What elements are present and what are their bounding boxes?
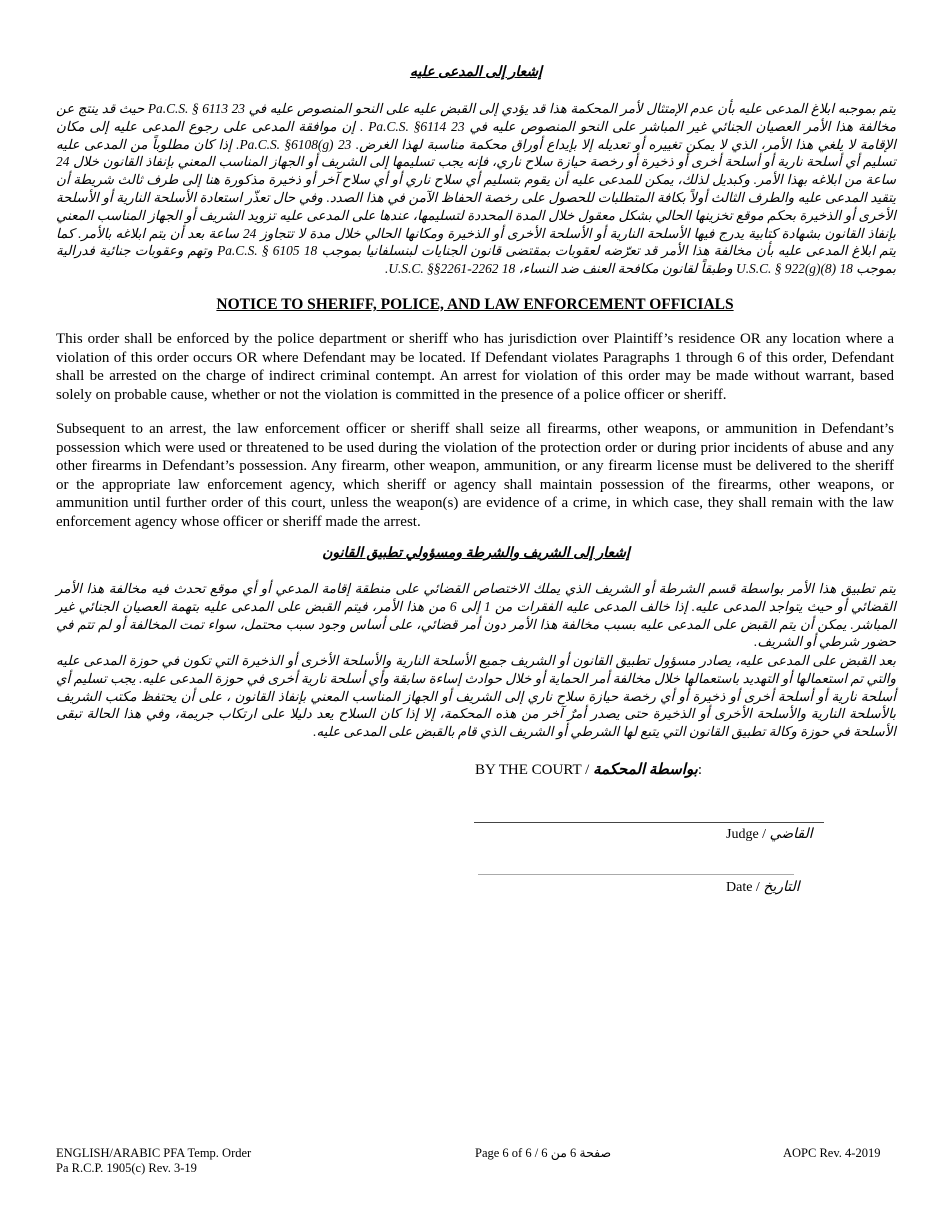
date-signature-line[interactable] (478, 874, 794, 875)
english-notice-paragraph-1: This order shall be enforced by the police department or sheriff who has jurisdiction over Plaintiff’s residence OR any location where a violation of this order occurs OR where Defendant may be located. If Defendant violates Paragraphs 1 through 6 of this order, Defendant shall be arrested on the charge of indirect criminal contempt. An arrest for violation of this order may be made without warrant, based solely on probable cause, whether or not the violation is committed in the presence of a police officer or sheriff. (56, 331, 894, 403)
judge-label-en: Judge / (726, 827, 767, 842)
arabic-defendant-notice-heading: إشعار إلى المدعى عليه (409, 65, 543, 80)
english-notice-heading: NOTICE TO SHERIFF, POLICE, AND LAW ENFORCEMENT OFFICIALS (216, 296, 734, 313)
by-the-court-en: BY THE COURT / (475, 762, 590, 778)
arabic-officials-notice-heading: إشعار إلى الشريف والشرطة ومسؤولي تطبيق القانون (322, 546, 630, 561)
english-notice-paragraph-2: Subsequent to an arrest, the law enforcement officer or sheriff shall seize all firearms, other weapons, or ammunition in Defendant’s possession which were used or threatened to be used during the violation of the protection order or during prior incidents of abuse and any other firearms in Defendant’s possession. Any firearm, other weapon, ammunition, or any firearm license must be delivered to the sheriff or the appropriate law enforcement agency, which sheriff or agency shall maintain possession of the firearms, other weapons, or ammunition until further order of this court, unless the weapon(s) are evidence of a crime, in which case, they shall remain with the law enforcement agency whose officer or sheriff made the arrest. (56, 421, 894, 530)
date-label (726, 879, 800, 896)
footer-revision: AOPC Rev. 4-2019 (783, 1146, 881, 1160)
arabic-officials-notice-paragraph-1: يتم تطبيق هذا الأمر بواسطة قسم الشرطة أو الشريف الذي يملك الاختصاص القضائي على منطقة إقامة المدعي أو أي موقع تحدث فيه مخالفة هذا الأمر القضائي أو حيث يتواجد المدعى عليه. إذا خالف المدعى عليه الفقرات من 1 إلى 6 من هذا الأمر، فيتم القبض على المدعى عليه بتهمة العصيان الجنائي غير المباشر. يمكن أن يتم القبض على المدعى عليه بسبب مخالفة هذا الأمر دون أمر قضائي، على أساس وجود سبب محتمل، سواء تمت المخالفة أو لم تتم في حضور شرطي أو الشريف. (56, 581, 896, 650)
footer-rule-reference: Pa R.C.P. 1905(c) Rev. 3-19 (56, 1161, 197, 1175)
footer-page-number: Page 6 of 6 / 6 صفحة 6 من (475, 1146, 612, 1160)
by-the-court-label (475, 760, 702, 779)
footer-form-title: ENGLISH/ARABIC PFA Temp. Order (56, 1146, 252, 1160)
date-label-ar: التاريخ (763, 880, 800, 895)
arabic-officials-notice-paragraph-2: بعد القبض على المدعى عليه، يصادر مسؤول تطبيق القانون أو الشريف جميع الأسلحة النارية والأسلحة الأخرى أو الذخيرة التي تكون في حوزة المدعى عليه والتي تم استعمالها أو التهديد باستعمالها خلال مخالفة أمر الحماية أو خلال حوادث إساءة سابقة وأي أسلحة نارية أخرى في حوزة المدعى عليه. يجب تسليم أي أسلحة نارية أو أسلحة أخرى أو ذخيرة أو أي رخصة حيازة سلاح ناري إلى الشريف أو الجهاز المناسب المعني بإنفاذ القانون ، على أن يحتفظ مكتب الشريف بالأسلحة النارية والأسلحة الأخرى أو الذخيرة حتى يصدر أمرٌ آخر من هذه المحكمة، إلا إذا كان السلاح يعد دليلا على ارتكاب جريمة، وفي هذا الحالة تبقى الأسلحة في حوزة وكالة تطبيق القانون التي يتبع لها الشرطي أو الشريف الذي قام بالقبض على المدعى عليه. (56, 653, 896, 740)
judge-label-ar: القاضي (769, 827, 813, 842)
date-label-en: Date / (726, 880, 760, 895)
judge-label (726, 826, 813, 843)
by-the-court-colon: : (697, 762, 703, 778)
arabic-defendant-notice-body: يتم بموجبه ابلاغ المدعى عليه بأن عدم الإمتثال لأمر المحكمة هذا قد يؤدي إلى القبض عليه على النحو المنصوص عليه في 23 Pa.C.S. § 6113 حيث قد ينتج عن مخالفة هذا الأمر العصيان الجنائي غير المباشر على النحو المنصوص عليه في 23 Pa.C.S. §6114 . إن موافقة المدعى على رجوع المدعى عليه إلى مكان الإقامة لا يلغي هذا الأمر، الذي لا يمكن تغييره أو تعديله إلا بإيداع أوراق محكمة مناسبة لهذا الغرض. 23 Pa.C.S. §6108(g). إذا كان مطلوباً من المدعى عليه تسليم أي أسلحة نارية أو أسلحة أخرى أو ذخيرة أو رخصة حيازة سلاح ناري، فإنه يجب تسليمها إلى الشريف أو الجهاز المناسب المعني بإنفاذ القانون خلال 24 ساعة من ابلاغه بهذا الأمر. وكبديل لذلك، يمكن للمدعى عليه أن يقوم بتسليم أي سلاح ناري أو أي سلاح آخر أو ذخيرة مذكورة هنا إلى طرف ثالث شريطة أن يتقيد المدعى عليه والطرف الثالث أولاً بكافة المتطلبات للحصول على رخصة الحفاظ الآمن في هذا الصدد. وفي حال تعذّر استعادة الأسلحة النارية أو الأسلحة الأخرى أو الذخيرة بحكم موقع تخزينها الحالي بشكل معقول خلال المدة المحددة لتسليمها، عندها على المدعى عليه تزويد الشريف أو الجهاز المناسب المعني بإنفاذ القانون بشهادة كتابية يدرج فيها الأسلحة النارية أو الأسلحة الأخرى أو الذخيرة ومكانها الحالي خلال مدة لا تتجاوز 24 ساعة بعد أن يتم ابلاغه بالأمر. كما يتم ابلاغ المدعى عليه بأن مخالفة هذا الأمر قد تعرّضه لعقوبات بمقتضى قانون الجنايات لبنسلفانيا بموجب 18 Pa.C.S. § 6105 وتهم وعقوبات جنائية فدرالية بموجب 18 U.S.C. § 922(g)(8) وطبقاً لقانون مكافحة العنف ضد النساء، 18 U.S.C. §§2261-2262. (56, 101, 897, 277)
by-the-court-ar: بواسطة المحكمة (593, 762, 698, 778)
judge-signature-line[interactable] (474, 822, 824, 823)
footer-form-id (56, 1146, 251, 1176)
